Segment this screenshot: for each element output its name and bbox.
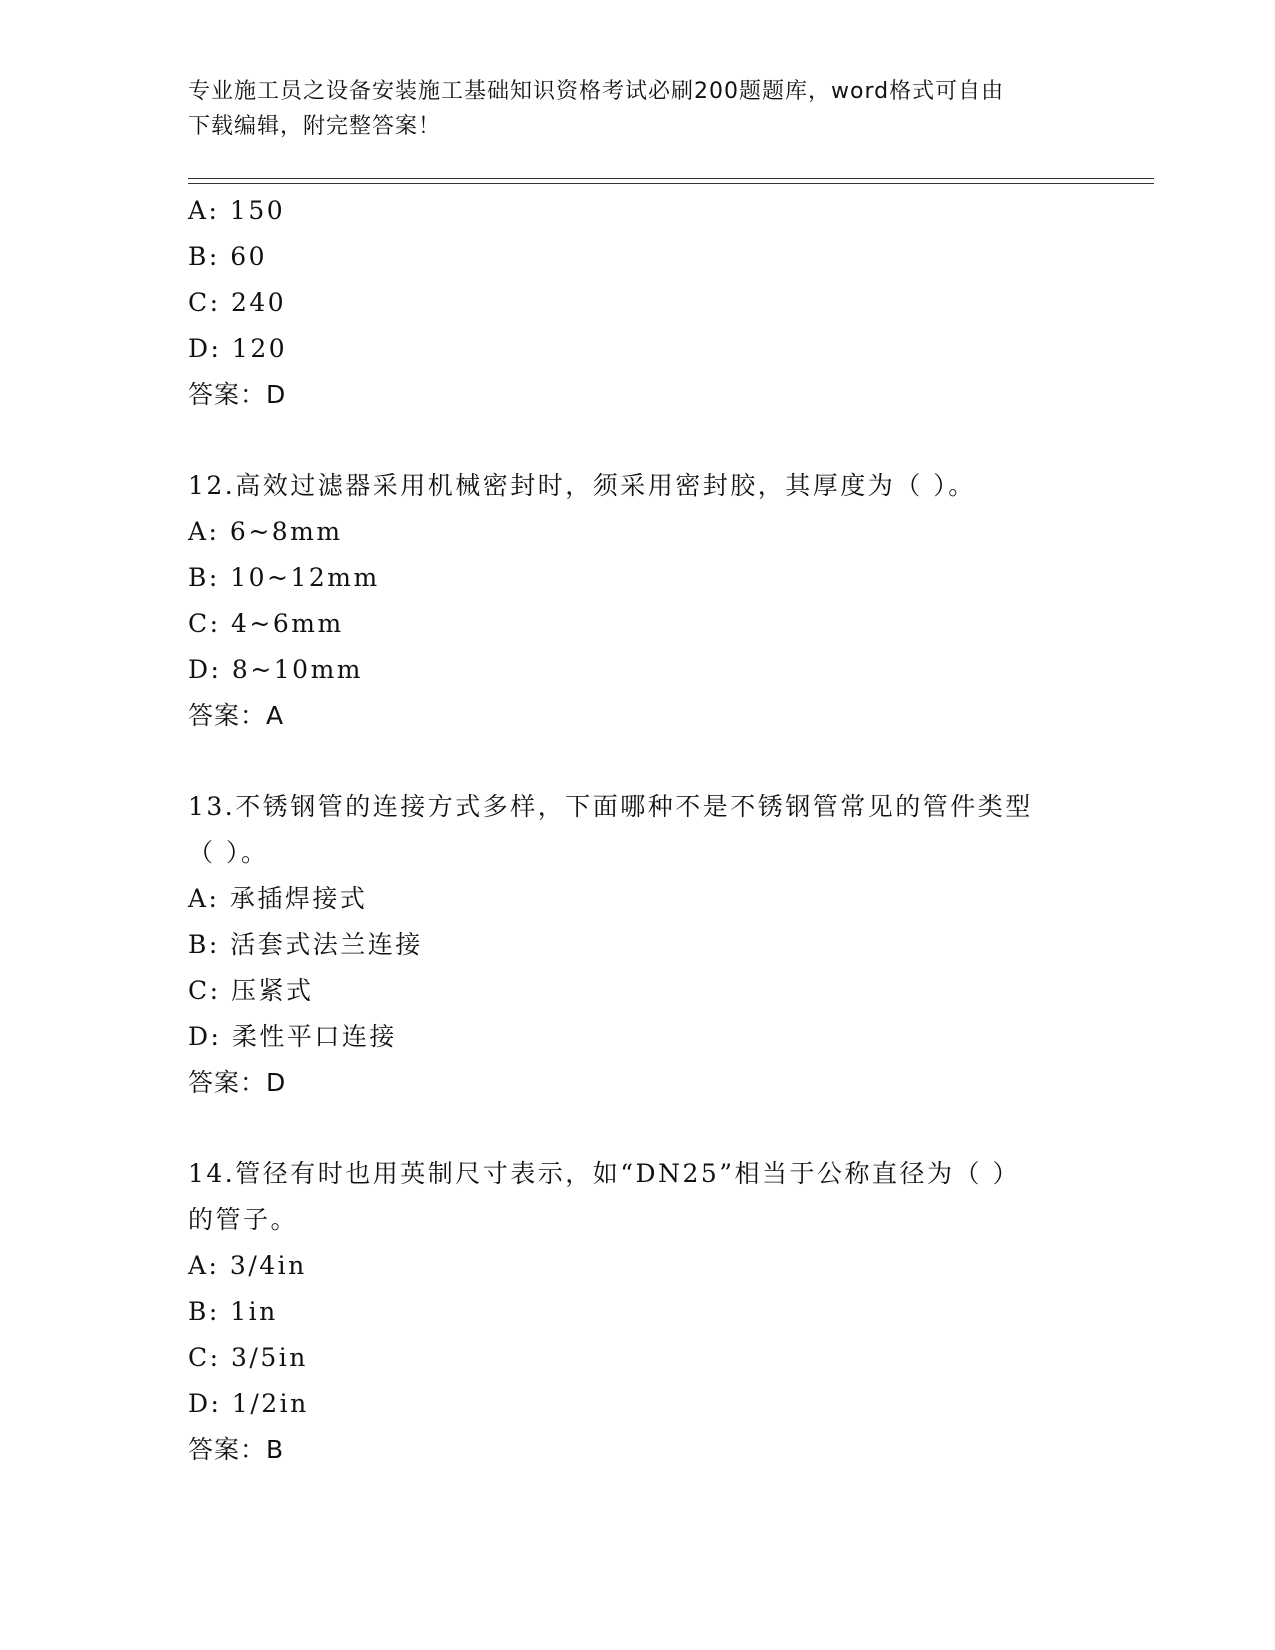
question-13 bbox=[188, 784, 1088, 1106]
header-line-1: 专业施工员之设备安装施工基础知识资格考试必刷200题题库，word格式可自由 bbox=[188, 79, 1005, 104]
answer-line: 答案：D bbox=[188, 380, 287, 409]
option-d: D: 120 bbox=[188, 334, 288, 363]
option-a: A: 150 bbox=[188, 196, 286, 225]
answer-line: 答案：D bbox=[188, 1068, 287, 1097]
option-c: C: 压紧式 bbox=[188, 976, 314, 1005]
question-text-continued: 的管子。 bbox=[188, 1205, 299, 1234]
option-a: A: 承插焊接式 bbox=[188, 884, 368, 913]
question-11 bbox=[188, 188, 1088, 418]
page-header bbox=[188, 74, 1088, 144]
option-b: B: 活套式法兰连接 bbox=[188, 930, 423, 959]
spacer bbox=[188, 739, 1088, 784]
spacer bbox=[188, 418, 1088, 463]
question-list bbox=[188, 188, 1088, 1473]
option-a: A: 6~8mm bbox=[188, 517, 343, 546]
spacer bbox=[188, 1106, 1088, 1151]
header-divider-top bbox=[188, 178, 1154, 179]
option-c: C: 3/5in bbox=[188, 1343, 308, 1372]
header-line-2: 下载编辑，附完整答案！ bbox=[188, 114, 442, 139]
option-b: B: 1in bbox=[188, 1297, 278, 1326]
question-12 bbox=[188, 463, 1088, 739]
question-14 bbox=[188, 1151, 1088, 1473]
option-d: D: 柔性平口连接 bbox=[188, 1022, 397, 1051]
answer-line: 答案：A bbox=[188, 701, 285, 730]
question-text: 14.管径有时也用英制尺寸表示，如“DN25”相当于公称直径为（ ） bbox=[188, 1159, 1020, 1188]
question-text: 13.不锈钢管的连接方式多样，下面哪种不是不锈钢管常见的管件类型 bbox=[188, 792, 1033, 821]
question-text-continued: （ ）。 bbox=[188, 838, 269, 867]
option-a: A: 3/4in bbox=[188, 1251, 307, 1280]
header-divider-bottom bbox=[188, 183, 1154, 184]
option-b: B: 10~12mm bbox=[188, 563, 380, 592]
option-d: D: 1/2in bbox=[188, 1389, 309, 1418]
option-c: C: 4~6mm bbox=[188, 609, 344, 638]
option-b: B: 60 bbox=[188, 242, 268, 271]
answer-line: 答案：B bbox=[188, 1435, 285, 1464]
question-text: 12.高效过滤器采用机械密封时，须采用密封胶，其厚度为（ ）。 bbox=[188, 471, 976, 500]
option-c: C: 240 bbox=[188, 288, 287, 317]
option-d: D: 8~10mm bbox=[188, 655, 363, 684]
